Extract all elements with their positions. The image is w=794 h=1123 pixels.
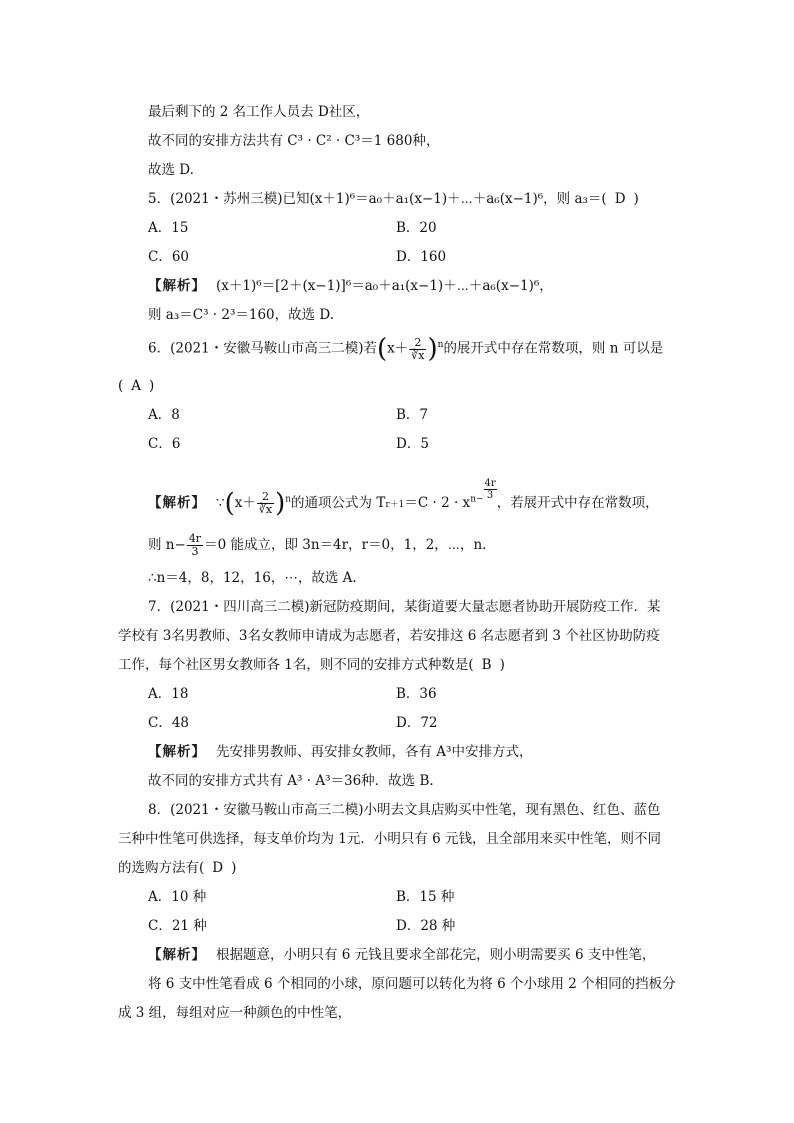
question-8-stem: 三种中性笔可供选择，每支单价均为 1元．小明只有 6 元钱，且全部用来买中性笔，则不同 [118,831,662,847]
option-d: D．160 [396,249,447,265]
option-d: D．28 种 [396,918,456,934]
option-b: B．15 种 [396,889,455,905]
option-b: B．7 [396,407,429,423]
question-5-stem: 5．(2021・苏州三模)已知(x＋1)⁶＝a₀＋a₁(x−1)＋⋯＋a₆(x−1)⁶，则 a₃＝( D ) [148,191,639,207]
option-b: B．36 [396,686,437,702]
solution-label: 【解析】 [148,278,206,294]
solution-label: 【解析】 [148,744,206,760]
exponent-fraction: $\frac{4r}{3}$ [484,478,496,501]
question-6-answer: ( A ) [118,378,155,394]
option-d: D．72 [396,715,438,731]
option-c: C．21 种 [148,918,207,934]
solution-line: 【解析】 根据题意，小明只有 6 元钱且要求全部花完，则小明需要买 6 支中性笔， [148,947,656,963]
text-line: 故选 D. [148,162,194,178]
option-a: A．18 [148,686,189,702]
option-a: A．8 [148,407,180,423]
option-c: C．6 [148,436,181,452]
question-6-stem: 6．(2021・安徽马鞍山市高三二模)若(x＋ $\frac{2}{∛x}$ )$^n$的展开式中存在常数项，则 n 可以是 [148,334,664,364]
question-8-stem: 8．(2021・安徽马鞍山市高三二模)小明去文具店购买中性笔，现有黑色、红色、蓝色 [148,802,661,818]
solution-line: 则 n− $\frac{4r}{3}$ ＝0 能成立，即 3n＝4r，r＝0，1，2，⋯，n. [148,532,487,558]
question-7-stem: 学校有 3名男教师、3名女教师申请成为志愿者，若安排这 6 名志愿者到 3 个社区协助防疫 [118,628,660,644]
fraction: $\frac{4r}{3}$ [188,532,202,558]
option-a: A．10 种 [148,889,207,905]
solution-line: ∴n＝4，8，12，16，⋯，故选 A. [148,570,357,586]
text-line: 故不同的安排方法共有 C³ · C² · C³＝1 680种， [148,133,440,149]
solution-line: 成 3 组，每组对应一种颜色的中性笔， [118,1005,352,1021]
question-7-stem: 7．(2021・四川高三二模)新冠防疫期间，某街道要大量志愿者协助开展防疫工作．某 [148,599,661,615]
solution-label: 【解析】 [148,495,206,511]
solution-line: 【解析】 (x＋1)⁶＝[2＋(x−1)]⁶＝a₀＋a₁(x−1)＋⋯＋a₆(x−1)⁶， [148,278,553,294]
solution-line: 【解析】 先安排男教师、再安排女教师，各有 A³中安排方式， [148,744,533,760]
answer-letter: B [481,657,492,673]
option-b: B．20 [396,220,437,236]
solution-label: 【解析】 [148,947,206,963]
option-d: D．5 [396,436,429,452]
question-7-stem: 工作，每个社区男女教师各 1名，则不同的安排方式种数是( B ) [118,657,505,673]
option-c: C．48 [148,715,190,731]
answer-letter: A [131,378,142,394]
solution-line: 将 6 支中性笔看成 6 个相同的小球，原问题可以转化为将 6 个小球用 2 个相同的挡板分 [148,976,676,992]
option-c: C．60 [148,249,190,265]
question-8-stem: 的选购方法有( D ) [118,860,237,876]
fraction: $\frac{2}{∛x}$ [258,490,273,516]
option-a: A．15 [148,220,189,236]
answer-letter: D [212,860,224,876]
answer-letter: D [614,191,626,207]
text-line: 最后剩下的 2 名工作人员去 D社区， [148,104,370,120]
solution-line: 则 a₃＝C³ · 2³＝160，故选 D. [148,307,335,323]
solution-line: 故不同的安排方式共有 A³ · A³＝36种．故选 B. [148,773,434,789]
solution-line: 【解析】 ∵(x＋ $\frac{2}{∛x}$ )$^n$的通项公式为 $Tr+1=C \cdot 2 \cdot x^{n-}$ $\frac{4r}{3}$ ，若展开式中存在常数项， [148,478,659,519]
fraction: $\frac{2}{∛x}$ [411,335,425,362]
